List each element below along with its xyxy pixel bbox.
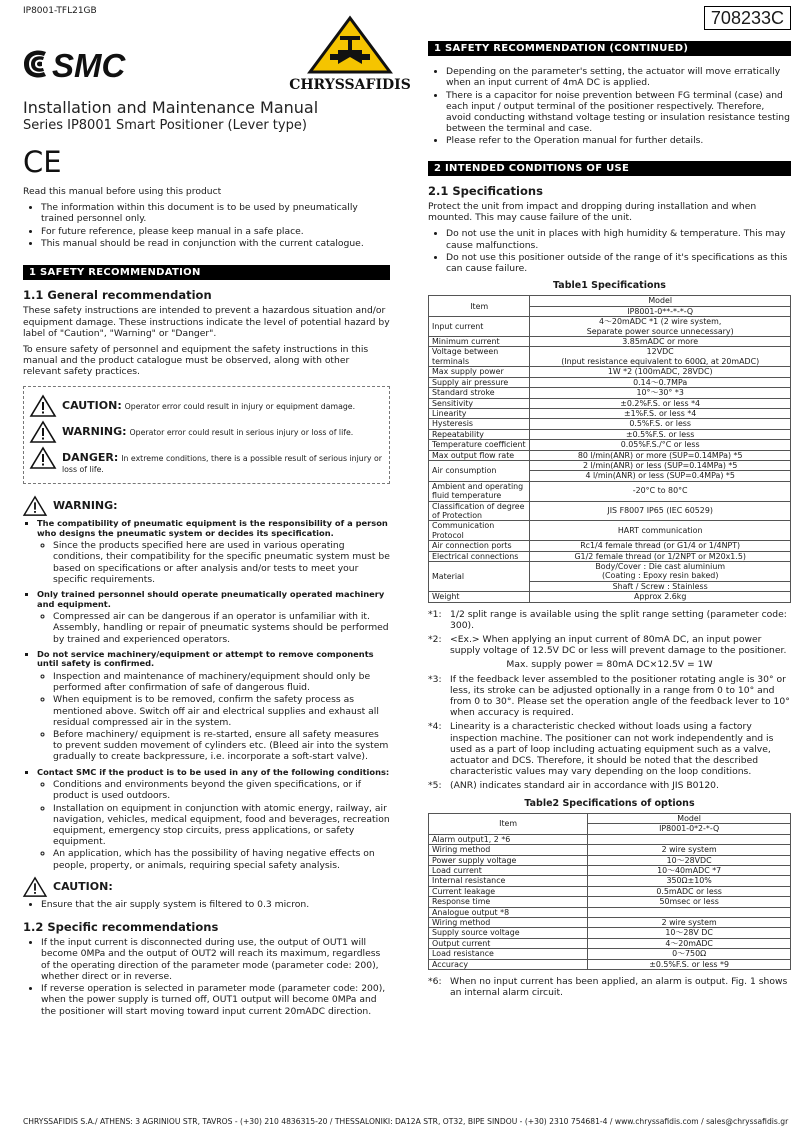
doc-code: 708233C: [704, 6, 791, 30]
ce-mark: [23, 145, 65, 179]
chryssafidis-logo-text: CHRYSSAFIDIS: [289, 77, 411, 93]
table-cell: Repeatability: [429, 429, 530, 439]
footnote-key: *3:: [428, 673, 442, 685]
specific-list: [23, 937, 390, 1016]
table-row: [429, 481, 791, 501]
table-cell: 10～40mADC *7: [588, 865, 791, 875]
footnote: [428, 609, 791, 631]
warning-subitem: ◦ When equipment is to be removed, confirm the safety process as mentioned above. Switch off air and electrical supplies and exhaust all residual compressed air in the system.: [53, 694, 390, 728]
table-row: [429, 521, 791, 541]
specific-item: • If the input current is disconnected during use, the output of OUT1 will become 0MPa and the output of OUT2 will reach its maximum, regardless of the operating direction of the parameter mode (parameter code: 200), whether direct or in reverse.: [41, 937, 390, 982]
spec-item: • Do not use the unit in places with high humidity & temperature. This may cause malfunctions.: [446, 228, 791, 250]
doc-id: IP8001-TFL21GB: [23, 6, 97, 16]
table-cell: ±0.2%F.S. or less *4: [530, 398, 791, 408]
hazard-caution-row: [30, 395, 383, 417]
warning-sublist: [37, 671, 390, 763]
intro-list: [23, 202, 390, 249]
table-row: [429, 897, 791, 907]
table-cell: Internal resistance: [429, 876, 588, 886]
table-cell: Power supply voltage: [429, 855, 588, 865]
footnote: [428, 674, 791, 719]
table-cell: Material: [429, 562, 530, 592]
table2-notes: [428, 976, 791, 998]
intro-lead: Read this manual before using this product: [23, 186, 222, 197]
table-cell: Communication Protocol: [429, 521, 530, 541]
table-row: [429, 501, 791, 521]
table-cell: Weight: [429, 592, 530, 602]
table-cell: 10～28V DC: [588, 928, 791, 938]
chryssafidis-logo: [289, 16, 411, 94]
table-cell: Linearity: [429, 408, 530, 418]
section-1-1-heading: 1.1 General recommendation: [23, 288, 212, 303]
footnote-text: When no input current has been applied, an alarm is output. Fig. 1 shows an internal alarm circuit.: [450, 975, 788, 999]
table-row: [429, 450, 791, 460]
table-cell: Current leakage: [429, 886, 588, 896]
caution-item: • Ensure that the air supply system is filtered to 0.3 micron.: [41, 899, 390, 910]
table-cell: ±1%F.S. or less *4: [530, 408, 791, 418]
table-cell: 4～20mADC: [588, 938, 791, 948]
cell-line: Separate power source unnecessary): [586, 326, 734, 336]
footnote-key: *6:: [428, 975, 442, 987]
table-cell: Supply air pressure: [429, 377, 530, 387]
table-row: [429, 408, 791, 418]
table-cell: ±0.5%F.S. or less: [530, 429, 791, 439]
warning-subitem: ◦ An application, which has the possibility of having negative effects on people, property, or animals, requiring special safety analysis.: [53, 848, 390, 870]
footnote-text: If the feedback lever assembled to the positioner rotating angle is 30° or less, its stroke can be adjusted optionally in a range from 0 to 10° and from 0 to 30°. Please set the operation angle of the feedback lever to 10° when accuracy is required.: [450, 673, 790, 719]
table-cell: Model: [530, 296, 791, 306]
smc-logo: [22, 46, 172, 82]
page-subtitle: Series IP8001 Smart Positioner (Lever type): [23, 118, 307, 133]
table-row: [429, 429, 791, 439]
continued-item: • Depending on the parameter's setting, the actuator will move erratically when an input current of 4mA DC is applied.: [446, 66, 791, 88]
continued-list: [428, 66, 791, 146]
ce-mark-text: CE: [23, 145, 62, 179]
warning-label: WARNING:: [62, 424, 127, 438]
table-cell: IP8001-0**-*-*-Q: [530, 306, 791, 316]
table-cell: Wiring method: [429, 917, 588, 927]
warning-heading-text: WARNING:: [53, 499, 118, 513]
table-cell: 1W *2 (100mADC, 28VDC): [530, 367, 791, 377]
table2: [428, 813, 791, 970]
page-footer: CHRYSSAFIDIS S.A./ ATHENS: 3 AGRINIOU STR, TAVROS - (+30) 210 4836315-20 / THESSALONIKI: DA12A STR, OT32, BIPE SINDOU - (+30) 2310 754681-4 / www.chryssafidis.com / sales@chryssafidis.gr: [23, 1117, 789, 1126]
table-cell: [530, 562, 791, 582]
warning-heading-icon: [23, 496, 47, 516]
cell-line: (Coating : Epoxy resin baked): [601, 571, 719, 581]
table1-notes: [428, 609, 791, 792]
table-row: [429, 398, 791, 408]
table-cell: Wiring method: [429, 845, 588, 855]
table-row: [429, 541, 791, 551]
table-row: [429, 855, 791, 865]
caution-text: Operator error could result in injury or equipment damage.: [124, 401, 356, 411]
table-cell: 0.5mADC or less: [588, 886, 791, 896]
table-row: [429, 959, 791, 969]
table-cell: HART communication: [530, 521, 791, 541]
page-title: Installation and Maintenance Manual: [23, 98, 319, 117]
danger-label: DANGER:: [62, 450, 119, 464]
table-cell: 350Ω±10%: [588, 876, 791, 886]
table-cell: 0.5%F.S. or less: [530, 419, 791, 429]
danger-warning-icon: [30, 447, 56, 469]
table-cell: Electrical connections: [429, 551, 530, 561]
danger-text: In extreme conditions, there is a possible result of serious injury or loss of life.: [62, 453, 382, 474]
warning-item-head: The compatibility of pneumatic equipment is the responsibility of a person who designs the pneumatic system or decides its specification.: [37, 518, 388, 538]
caution-warning-icon: [30, 395, 56, 417]
warning-subitem: ◦ Installation on equipment in conjunction with atomic energy, railway, air navigation, vehicles, medical equipment, food and beverages, recreation equipment, emergency stop circuits, press applications, or safety equipment.: [53, 803, 390, 848]
table-cell: 50msec or less: [588, 897, 791, 907]
table-cell: Sensitivity: [429, 398, 530, 408]
table-row: [429, 551, 791, 561]
warning-subitem: ◦ Conditions and environments beyond the given specifications, or if product is used outdoors.: [53, 779, 390, 801]
warning-item: [37, 768, 390, 871]
cell-line: (Input resistance equivalent to 600Ω, at 20mADC): [561, 356, 760, 366]
table2-caption: Table2 Specifications of options: [524, 797, 695, 809]
table-row: [429, 949, 791, 959]
table-cell: Air connection ports: [429, 541, 530, 551]
intro-item: • For future reference, please keep manual in a safe place.: [41, 226, 390, 237]
table-cell: Output current: [429, 938, 588, 948]
table-cell: Item: [429, 296, 530, 317]
table-cell: Approx 2.6kg: [530, 592, 791, 602]
left-column: [23, 186, 390, 1022]
warning-heading: [23, 496, 390, 516]
footnote-key: *4:: [428, 721, 442, 733]
specific-item: • If reverse operation is selected in parameter mode (parameter code: 200), when the power supply is turned off, OUT1 output will become 0MPa and the positioner will start moving toward input current 20mADC direction.: [41, 983, 390, 1017]
table-cell: Classification of degree of Protection: [429, 501, 530, 521]
table-cell: JIS F8007 IP65 (IEC 60529): [530, 501, 791, 521]
table-row: [429, 865, 791, 875]
intro-item: • This manual should be read in conjunction with the current catalogue.: [41, 238, 390, 249]
table-row: [429, 562, 791, 582]
cell-line: 4～20mADC *1 (2 wire system,: [599, 317, 722, 327]
warning-sublist: [37, 540, 390, 585]
intro-item: • The information within this document is to be used by pneumatically trained personnel only.: [41, 202, 390, 224]
general-paragraph-2: To ensure safety of personnel and equipment the safety instructions in this manual and the product catalogue must be observed, along with other relevant safety practices.: [23, 344, 369, 378]
table-row: [429, 886, 791, 896]
footnote: [428, 976, 791, 998]
table-cell: [530, 317, 791, 337]
table-row: [429, 377, 791, 387]
right-column: [428, 41, 791, 1001]
table-cell: Minimum current: [429, 337, 530, 347]
caution-heading-icon: [23, 877, 47, 897]
general-paragraph-1: These safety instructions are intended to prevent a hazardous situation and/or equipment damage. These instructions indicate the level of potential hazard by label of "Caution", "Warning" or "Danger".: [23, 305, 390, 339]
footnote-formula: [428, 659, 791, 670]
warning-subitem: ◦ Compressed air can be dangerous if an operator is unfamiliar with it. Assembly, handling or repair of pneumatic systems should be performed by trained and experienced operators.: [53, 611, 390, 645]
table-row: [429, 367, 791, 377]
table-cell: Accuracy: [429, 959, 588, 969]
warning-list: [23, 519, 390, 871]
table-row: [429, 845, 791, 855]
footnote-key: *2:: [428, 634, 442, 646]
table-cell: Max output flow rate: [429, 450, 530, 460]
table-row: [429, 347, 791, 367]
hazard-warning-row: [30, 421, 383, 443]
table-cell: 0.05%F.S./°C or less: [530, 440, 791, 450]
table-row: [429, 907, 791, 917]
footnote-key: *1:: [428, 608, 442, 620]
table-row: [429, 876, 791, 886]
warning-subitem: ◦ Since the products specified here are used in various operating conditions, their compatibility for the specific pneumatic system must be based on specifications or after analysis and/or tests to meet your specific requirements.: [53, 540, 390, 585]
warning-subitem: ◦ Inspection and maintenance of machinery/equipment should only be performed after confirmation of safe of dangerous fluid.: [53, 671, 390, 693]
table-row: [429, 813, 791, 823]
table-row: [429, 938, 791, 948]
table-cell: Shaft / Screw : Stainless: [530, 581, 791, 591]
table-row: [429, 440, 791, 450]
continued-item: • There is a capacitor for noise prevention between FG terminal (case) and each input / output terminal of the positioner respectively. Therefore, avoid conducting withstand voltage testing or insulation resistance testing between the terminal and case.: [446, 90, 791, 135]
table-row: [429, 460, 791, 470]
caution-list: [23, 899, 390, 910]
spec-paragraph: Protect the unit from impact and dropping during installation and when mounted. This may cause failure of the unit.: [428, 201, 757, 224]
table-cell: Air consumption: [429, 460, 530, 481]
table-cell: 80 l/min(ANR) or more (SUP=0.14MPa) *5: [530, 450, 791, 460]
caution-label: CAUTION:: [62, 398, 122, 412]
footnote-text: <Ex.> When applying an input current of 80mA DC, an input power supply voltage of 12.5V DC or less will prevent damage to the positioner.: [450, 634, 787, 657]
table-cell: 10～28VDC: [588, 855, 791, 865]
table-cell: Load resistance: [429, 949, 588, 959]
table1-caption: Table1 Specifications: [553, 280, 666, 292]
table-cell: Input current: [429, 317, 530, 337]
warning-sublist: [37, 779, 390, 871]
footnote: [428, 780, 791, 791]
table-row: [429, 419, 791, 429]
section-1-heading: 1 SAFETY RECOMMENDATION: [23, 265, 390, 280]
table-cell: [588, 907, 791, 917]
footnote: [428, 721, 791, 777]
table-cell: 2 wire system: [588, 917, 791, 927]
table-cell: 4 l/min(ANR) or less (SUP=0.4MPa) *5: [530, 471, 791, 481]
table-cell: -20°C to 80°C: [530, 481, 791, 501]
table-row: [429, 917, 791, 927]
table-cell: 0～750Ω: [588, 949, 791, 959]
table-row: [429, 337, 791, 347]
table-cell: Alarm output1, 2 *6: [429, 834, 588, 844]
table-cell: 2 wire system: [588, 845, 791, 855]
table-cell: IP8001-0*2-*-Q: [588, 824, 791, 834]
spec-item: • Do not use this positioner outside of the range of it's specifications as this can cause failure.: [446, 252, 791, 274]
table-cell: Standard stroke: [429, 388, 530, 398]
cell-line: Body/Cover : Die cast aluminium: [595, 562, 726, 572]
warning-warning-icon: [30, 421, 56, 443]
footnote-key: *5:: [428, 780, 442, 792]
footnote-text: (ANR) indicates standard air in accordance with JIS B0120.: [450, 780, 719, 792]
footnote: [428, 634, 791, 656]
section-1-continued-heading: 1 SAFETY RECOMMENDATION (CONTINUED): [428, 41, 791, 56]
footnote-text: Max. supply power = 80mA DC×12.5V = 1W: [506, 659, 713, 671]
table-cell: Max supply power: [429, 367, 530, 377]
footnote-text: 1/2 split range is available using the split range setting (parameter code: 300).: [450, 608, 787, 631]
table-cell: Analogue output *8: [429, 907, 588, 917]
table-row: [429, 592, 791, 602]
table-cell: [588, 834, 791, 844]
table-cell: Item: [429, 813, 588, 834]
warning-item-head: Only trained personnel should operate pneumatically operated machinery and equipment.: [37, 589, 385, 609]
table-cell: Rc1/4 female thread (or G1/4 or 1/4NPT): [530, 541, 791, 551]
table-cell: Load current: [429, 865, 588, 875]
section-2-heading: 2 INTENDED CONDITIONS OF USE: [428, 161, 791, 176]
section-2-1-heading: 2.1 Specifications: [428, 183, 543, 198]
cell-line: 12VDC: [646, 347, 674, 357]
table-row: [429, 388, 791, 398]
warning-item: [37, 519, 390, 585]
table-row: [429, 317, 791, 337]
warning-subitem: ◦ Before machinery/ equipment is re-started, ensure all safety measures to prevent sudden movement of cylinders etc. (Bleed air into the system gradually to create backpressure, i.e. incorporate a soft-start valve).: [53, 729, 390, 763]
footnote-text: Linearity is a characteristic checked without loads using a factory inspection machine. The positioner can not work independently and is used as a part of loop including actuating equipment such as a valve, actuator and DCS. Therefore, it should be noted that the described characteristic values may vary depending on the loop conditions.: [450, 721, 774, 778]
table-cell: Model: [588, 813, 791, 823]
table-cell: 3.85mADC or more: [530, 337, 791, 347]
hazard-danger-row: [30, 447, 383, 475]
hazard-levels-box: [23, 386, 390, 484]
section-1-2-heading: 1.2 Specific recommendations: [23, 920, 219, 935]
table-row: [429, 928, 791, 938]
continued-item: • Please refer to the Operation manual for further details.: [446, 135, 791, 146]
table-cell: Temperature coefficient: [429, 440, 530, 450]
warning-item-head: Do not service machinery/equipment or attempt to remove components until safety is confirmed.: [37, 648, 374, 669]
table-cell: Voltage between terminals: [429, 347, 530, 367]
table-cell: [530, 347, 791, 367]
table-cell: 10°～30° *3: [530, 388, 791, 398]
table-cell: Response time: [429, 897, 588, 907]
warning-item: [37, 650, 390, 763]
table-cell: Supply source voltage: [429, 928, 588, 938]
table-row: [429, 296, 791, 306]
caution-heading: [23, 877, 390, 897]
table-cell: G1/2 female thread (or 1/2NPT or M20x1.5): [530, 551, 791, 561]
table-row: [429, 834, 791, 844]
table-cell: 0.14～0.7MPa: [530, 377, 791, 387]
table-cell: ±0.5%F.S. or less *9: [588, 959, 791, 969]
spec-list: [428, 228, 791, 274]
table-cell: Hysteresis: [429, 419, 530, 429]
table-cell: 2 l/min(ANR) or less (SUP=0.14MPa) *5: [530, 460, 791, 470]
warning-text: Operator error could result in serious injury or loss of life.: [129, 427, 354, 437]
warning-item-head: Contact SMC if the product is to be used in any of the following conditions:: [37, 766, 390, 777]
table-cell: Ambient and operating fluid temperature: [429, 481, 530, 501]
warning-sublist: [37, 611, 390, 645]
caution-heading-text: CAUTION:: [53, 880, 113, 894]
smc-logo-text: SMC: [52, 47, 126, 84]
warning-item: [37, 590, 390, 645]
table1: [428, 295, 791, 602]
